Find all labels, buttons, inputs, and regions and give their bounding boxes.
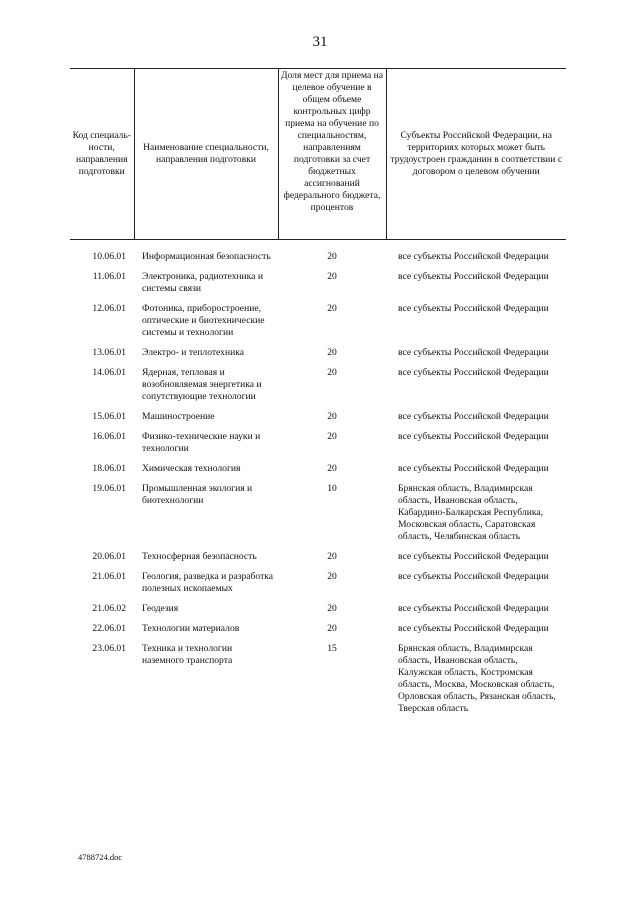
cell-subjects: все субъекты Российской Федерации bbox=[398, 571, 549, 582]
cell-subjects: Брянская область, Владимирская область, Ивановская область, Калужская область, Костромская область, Москва, Московская область, Орловская область, Рязанская область, Тверская область bbox=[398, 643, 556, 714]
cell-code: 22.06.01 bbox=[92, 623, 126, 634]
table-row bbox=[70, 240, 566, 272]
cell-subjects: все субъекты Российской Федерации bbox=[398, 303, 549, 314]
cell-code: 23.06.01 bbox=[92, 643, 126, 654]
cell-name: Промышленная экология и биотехнологии bbox=[142, 483, 253, 506]
cell-code: 16.06.01 bbox=[92, 431, 126, 442]
cell-name: Фотоника, приборостроение, оптические и биотехнические системы и технологии bbox=[142, 303, 265, 338]
table-row bbox=[70, 347, 566, 367]
cell-name: Геодезия bbox=[142, 603, 179, 614]
header-subjects: Субъекты Российской Федерации, на территориях которых может быть трудоустроен гражданин в соответствии с договором о целевом обучении bbox=[386, 69, 566, 240]
cell-name: Электро- и теплотехника bbox=[142, 347, 245, 358]
header-name: Наименование специальности, направления подготовки bbox=[134, 69, 278, 240]
table-row bbox=[70, 623, 566, 643]
cell-code: 11.06.01 bbox=[92, 271, 126, 282]
cell-code: 21.06.01 bbox=[92, 571, 126, 582]
header-share: Доля мест для приема на целевое обучение в общем объеме контрольных цифр приема на обучение по специальностям, направлениям подготовки за счет бюджетных ассигнований федерального бюджета, процентов bbox=[278, 69, 386, 240]
cell-code: 14.06.01 bbox=[92, 367, 126, 378]
cell-share: 10 bbox=[327, 483, 337, 494]
cell-share: 20 bbox=[327, 623, 337, 634]
cell-name: Геология, разведка и разработка полезных ископаемых bbox=[142, 571, 274, 594]
table-row bbox=[70, 367, 566, 411]
cell-share: 20 bbox=[327, 411, 337, 422]
cell-share: 20 bbox=[327, 251, 337, 262]
table-row bbox=[70, 303, 566, 347]
header-code: Код специаль-ности, направления подготовки bbox=[70, 69, 134, 240]
cell-subjects: все субъекты Российской Федерации bbox=[398, 347, 549, 358]
cell-code: 13.06.01 bbox=[92, 347, 126, 358]
cell-subjects: все субъекты Российской Федерации bbox=[398, 551, 549, 562]
table-body bbox=[70, 240, 566, 724]
cell-share: 20 bbox=[327, 571, 337, 582]
table-row bbox=[70, 271, 566, 303]
cell-code: 19.06.01 bbox=[92, 483, 126, 494]
cell-subjects: все субъекты Российской Федерации bbox=[398, 411, 549, 422]
table-row bbox=[70, 483, 566, 551]
table-header-row bbox=[70, 69, 566, 240]
cell-subjects: все субъекты Российской Федерации bbox=[398, 367, 549, 378]
cell-code: 20.06.01 bbox=[92, 551, 126, 562]
cell-share: 20 bbox=[327, 303, 337, 314]
cell-share: 15 bbox=[327, 643, 337, 654]
cell-code: 21.06.02 bbox=[92, 603, 126, 614]
cell-name: Электроника, радиотехника и системы связи bbox=[142, 271, 263, 294]
cell-share: 20 bbox=[327, 431, 337, 442]
cell-code: 12.06.01 bbox=[92, 303, 126, 314]
table-row bbox=[70, 643, 566, 723]
cell-subjects: все субъекты Российской Федерации bbox=[398, 431, 549, 442]
cell-name: Физико-технические науки и технологии bbox=[142, 431, 261, 454]
cell-name: Техносферная безопасность bbox=[142, 551, 257, 562]
table-row bbox=[70, 431, 566, 463]
cell-code: 18.06.01 bbox=[92, 463, 126, 474]
page-number: 31 bbox=[312, 34, 328, 50]
cell-code: 10.06.01 bbox=[92, 251, 126, 262]
cell-subjects: все субъекты Российской Федерации bbox=[398, 463, 549, 474]
table-row bbox=[70, 571, 566, 603]
table-row bbox=[70, 603, 566, 623]
cell-share: 20 bbox=[327, 603, 337, 614]
cell-share: 20 bbox=[327, 347, 337, 358]
cell-subjects: все субъекты Российской Федерации bbox=[398, 271, 549, 282]
cell-name: Информационная безопасность bbox=[142, 251, 271, 262]
cell-name: Техника и технологии наземного транспорта bbox=[142, 643, 233, 666]
cell-name: Химическая технология bbox=[142, 463, 241, 474]
document-filename: 4788724.doc bbox=[78, 852, 123, 862]
cell-subjects: все субъекты Российской Федерации bbox=[398, 623, 549, 634]
cell-subjects: все субъекты Российской Федерации bbox=[398, 251, 549, 262]
cell-share: 20 bbox=[327, 463, 337, 474]
cell-subjects: все субъекты Российской Федерации bbox=[398, 603, 549, 614]
table-row bbox=[70, 551, 566, 571]
cell-name: Машиностроение bbox=[142, 411, 215, 422]
cell-share: 20 bbox=[327, 551, 337, 562]
table-row bbox=[70, 463, 566, 483]
cell-name: Технологии материалов bbox=[142, 623, 240, 634]
cell-subjects: Брянская область, Владимирская область, Ивановская область, Кабардино-Балкарская Республика, Московская область, Саратовская область, Челябинская область bbox=[398, 483, 544, 542]
cell-share: 20 bbox=[327, 271, 337, 282]
cell-code: 15.06.01 bbox=[92, 411, 126, 422]
table-row bbox=[70, 411, 566, 431]
target-admission-table bbox=[70, 68, 566, 723]
cell-share: 20 bbox=[327, 367, 337, 378]
cell-name: Ядерная, тепловая и возобновляемая энергетика и сопутствующие технологии bbox=[142, 367, 262, 402]
